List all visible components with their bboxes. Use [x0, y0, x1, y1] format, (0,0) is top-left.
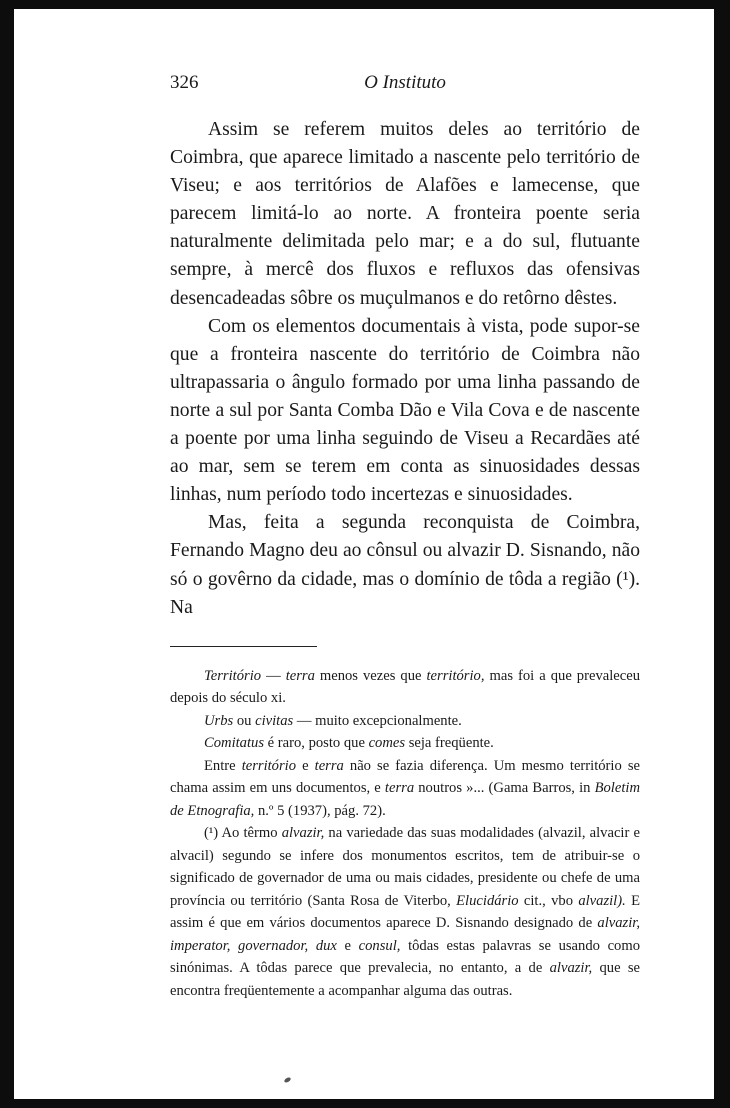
footnote-marker: (¹): [204, 825, 219, 842]
page-header: [170, 72, 640, 100]
ink-speck: [283, 1077, 291, 1084]
footnote-separator: [170, 646, 317, 647]
paragraph: Com os elementos documentais à vista, pode supor-se que a fronteira nascente do território de Coimbra não ultrapassaria o ângulo formado por uma linha passando de norte a sul por Santa Comba Dão e Vila Cova e de nascente a poente por uma linha seguindo de Viseu a Recardães até ao mar, sem se terem em conta as sinuosidades dessas linhas, num período todo incertezas e sinuosidades.: [170, 315, 640, 506]
paragraph: Mas, feita a segunda reconquista de Coimbra, Fernando Magno deu ao cônsul ou alvazir D. Sisnando, não só o govêrno da cidade, mas o domínio de tôda a região (¹). Na: [170, 512, 640, 618]
paragraph: Assim se referem muitos deles ao território de Coimbra, que aparece limitado a nascente pelo território de Viseu; e aos territórios de Alafões e lamecense, que parecem limitá-lo ao norte. A fronteira poente seria naturalmente delimitada pelo mar; e a do sul, flutuante sempre, à mercê dos fluxos e refluxos das ofensivas desencadeadas sôbre os muçulmanos e do retôrno dêstes.: [170, 119, 640, 309]
running-title: O Instituto: [364, 72, 446, 93]
page-number: 326: [170, 72, 199, 93]
footnote: Território — terra menos vezes que território, mas foi a que prevaleceu depois do século xi.: [170, 667, 640, 707]
footnote: Urbs ou civitas — muito excepcionalmente.: [204, 712, 462, 729]
main-text: [170, 116, 640, 622]
footnote: Entre território e terra não se fazia diferença. Um mesmo território se chama assim em uns documentos, e terra noutros »... (Gama Barros, in Boletim de Etnografia, n.º 5 (1937), pág. 72).: [170, 757, 640, 819]
book-page: [170, 72, 640, 1002]
footnotes: [170, 665, 640, 1003]
footnote: Comitatus é raro, posto que comes seja freqüente.: [204, 735, 494, 752]
footnote: (¹) Ao têrmo alvazir, na variedade das suas modalidades (alvazil, alvacir e alvacil) segundo se infere dos monumentos escritos, tem de atribuir-se o significado de governador de uma ou mais cidades, presidente ou chefe de uma província ou território (Santa Rosa de Viterbo, Elucidário cit., vbo alvazil). E assim é que em vários documentos aparece D. Sisnando designado de alvazir, imperator, governador, dux e consul, tôdas estas palavras se usando como sinónimas. A tôdas parece que prevalecia, no entanto, a de alvazir, que se encontra freqüentemente a acompanhar alguma das outras.: [170, 825, 640, 999]
